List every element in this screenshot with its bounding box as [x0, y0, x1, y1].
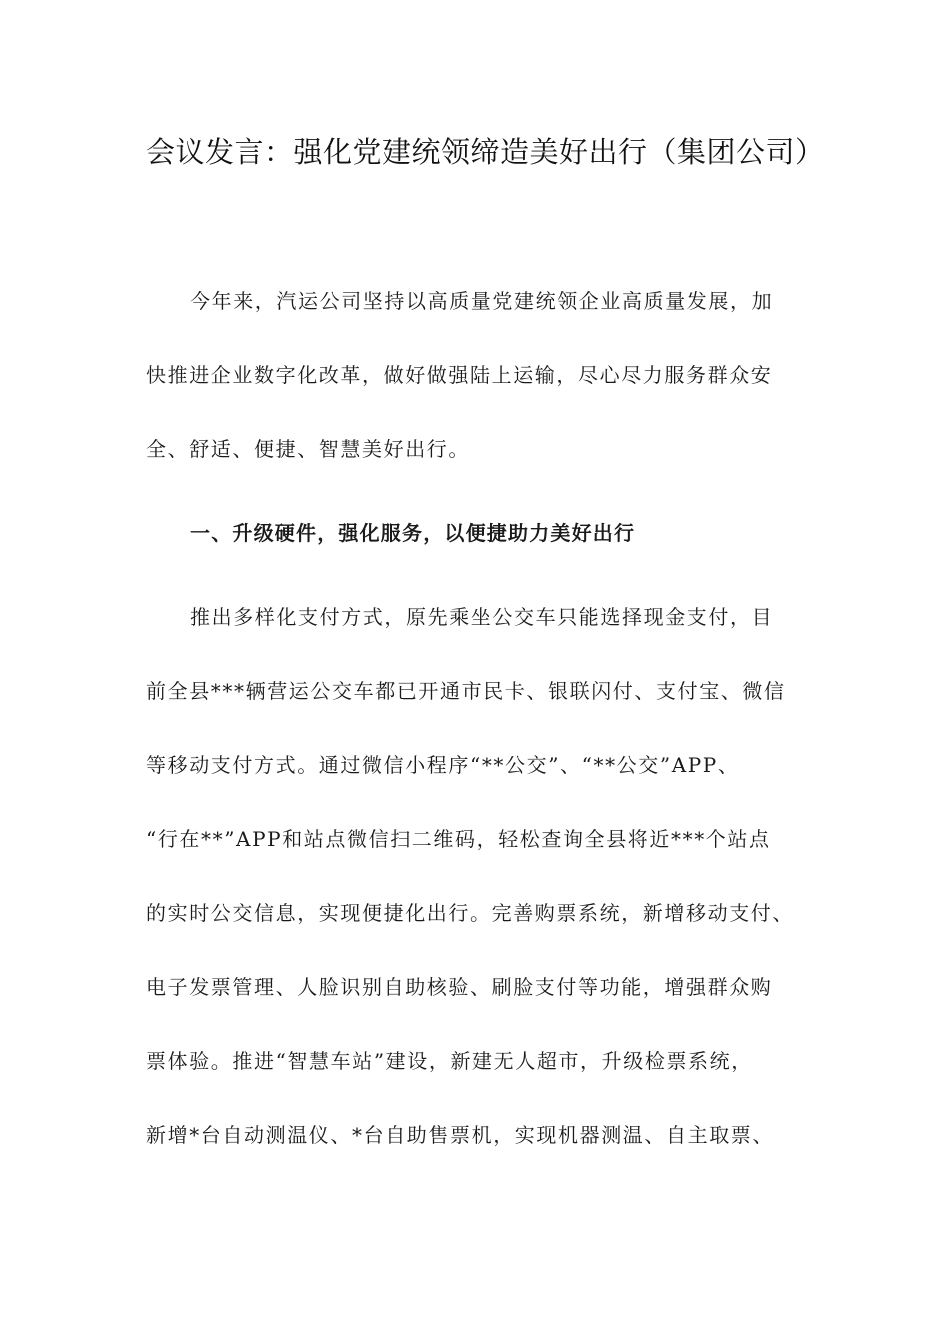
- section1-line-8: 新增*台自动测温仪、*台自助售票机，实现机器测温、自主取票、: [146, 1123, 774, 1147]
- intro-line-3: 全、舒适、便捷、智慧美好出行。: [146, 437, 470, 461]
- intro-line-1: 今年来，汽运公司坚持以高质量党建统领企业高质量发展，加: [190, 289, 774, 313]
- section1-line-1: 推出多样化支付方式，原先乘坐公交车只能选择现金支付，目: [190, 605, 774, 629]
- document-title: 会议发言：强化党建统领缔造美好出行（集团公司）: [146, 135, 825, 169]
- intro-line-2: 快推进企业数字化改革，做好做强陆上运输，尽心尽力服务群众安: [146, 363, 773, 387]
- section1-line-4: “行在**”APP和站点微信扫二维码，轻松查询全县将近***个站点: [146, 827, 771, 851]
- section1-line-7: 票体验。推进“智慧车站”建设，新建无人超市，升级检票系统，: [146, 1049, 753, 1073]
- section1-line-6: 电子发票管理、人脸识别自助核验、刷脸支付等功能，增强群众购: [146, 975, 773, 999]
- section1-line-3: 等移动支付方式。通过微信小程序“**公交”、“**公交”APP、: [146, 753, 740, 777]
- section1-line-2: 前全县***辆营运公交车都已开通市民卡、银联闪付、支付宝、微信: [146, 679, 786, 703]
- section1-line-5: 的实时公交信息，实现便捷化出行。完善购票系统，新增移动支付、: [146, 901, 794, 925]
- section-heading-1: 一、升级硬件，强化服务，以便捷助力美好出行: [190, 521, 636, 545]
